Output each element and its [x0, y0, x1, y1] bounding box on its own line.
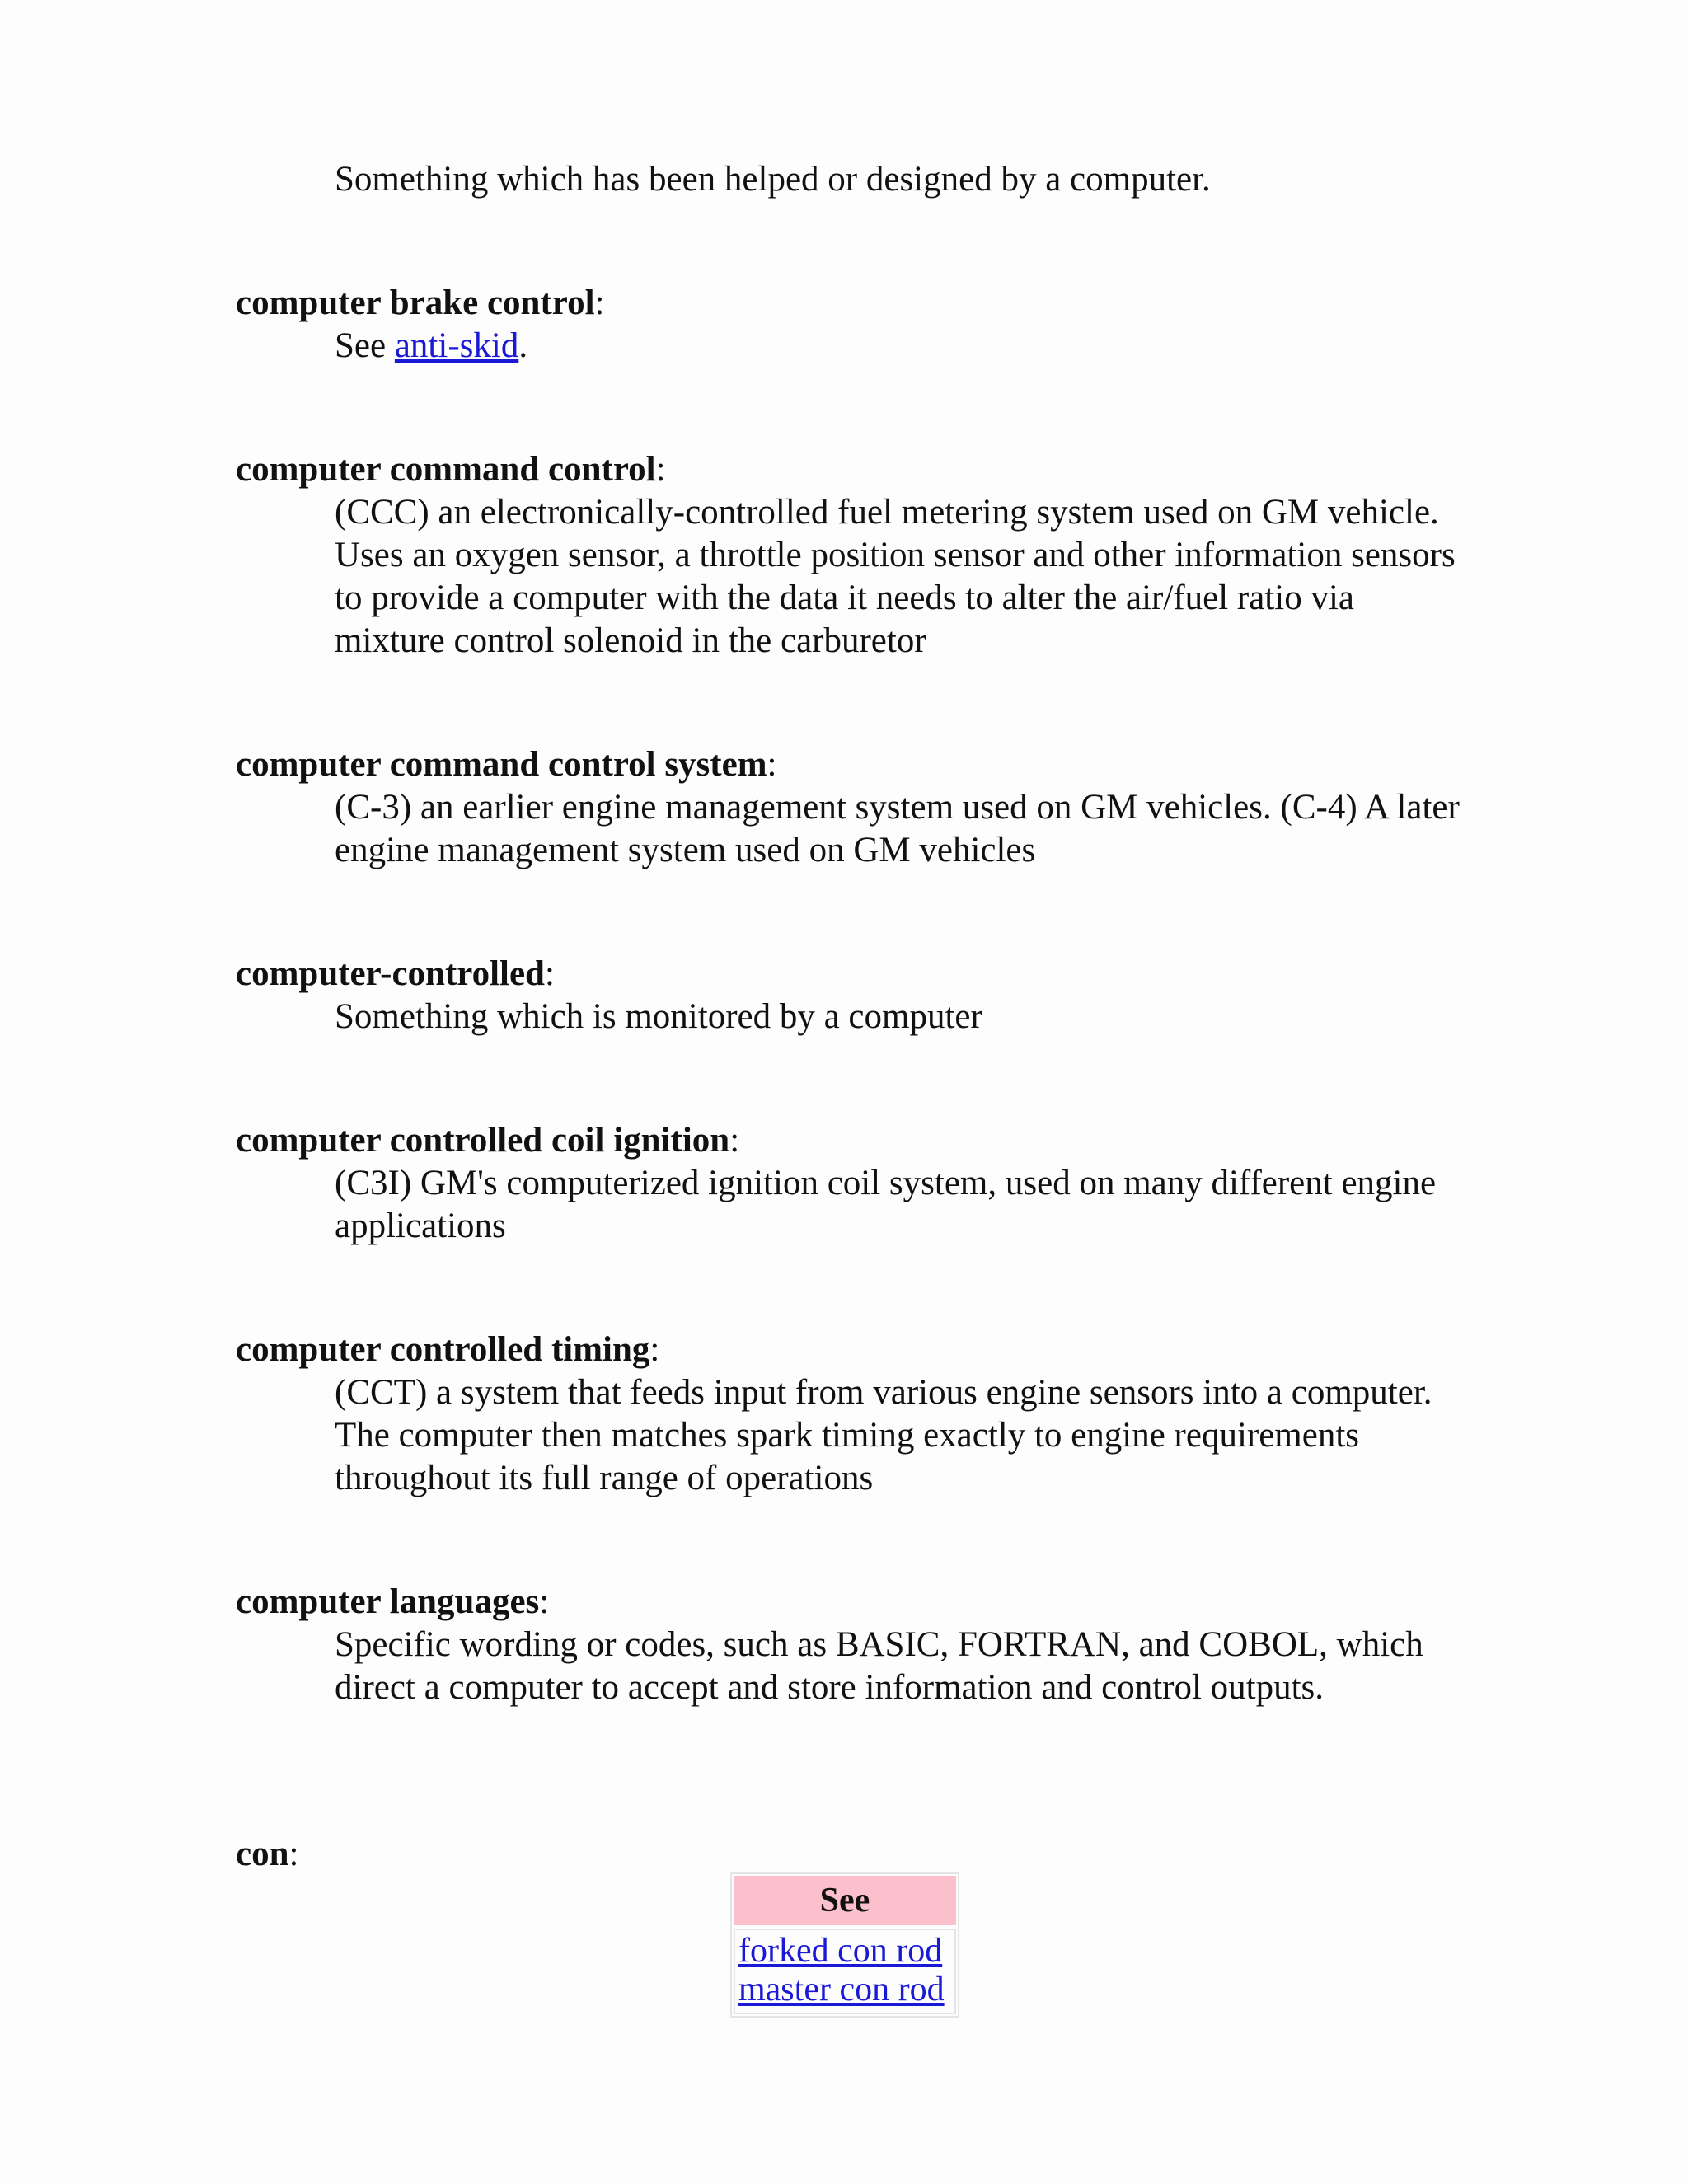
term-colon: :	[767, 745, 777, 784]
term-computer-controlled-timing	[236, 1329, 659, 1371]
term-label: computer brake control	[236, 284, 595, 322]
definition-suffix: .	[518, 326, 528, 365]
definition-text: Something which has been helped or designed by a computer.	[335, 160, 1211, 199]
term-computer-controlled-coil-ignition	[236, 1119, 739, 1162]
term-colon: :	[729, 1121, 740, 1160]
see-also-box	[730, 1872, 959, 2018]
definition-computer-command-control-system	[335, 786, 1472, 872]
definition-computer-controlled-coil-ignition	[335, 1162, 1472, 1248]
term-label: computer-controlled	[236, 954, 545, 993]
definition-text: (C-3) an earlier engine management system used on GM vehicles. (C-4) A later engine management system used on GM vehicles	[335, 788, 1460, 869]
definition-text: (C3I) GM's computerized ignition coil system, used on many different engine applications	[335, 1164, 1437, 1245]
term-computer-controlled	[236, 953, 555, 996]
term-computer-command-control	[236, 448, 666, 491]
term-label: computer controlled timing	[236, 1330, 650, 1369]
term-computer-languages	[236, 1581, 549, 1624]
term-computer-command-control-system	[236, 743, 776, 786]
term-label: con	[236, 1835, 289, 1873]
definition-computer-controlled-timing	[335, 1371, 1472, 1500]
definition-computer-aided	[335, 158, 1472, 201]
definition-text: (CCT) a system that feeds input from various engine sensors into a computer. The computer then matches spark timing exactly to engine requirements throughout its full range of operations	[335, 1373, 1432, 1497]
forked-con-rod-link[interactable]: forked con rod	[738, 1932, 943, 1970]
anti-skid-link[interactable]: anti-skid	[394, 326, 519, 365]
master-con-rod-link[interactable]: master con rod	[738, 1971, 945, 2008]
term-label: computer languages	[236, 1582, 540, 1621]
term-colon: :	[544, 954, 555, 993]
term-con	[236, 1833, 298, 1876]
term-label: computer controlled coil ignition	[236, 1121, 730, 1160]
term-colon: :	[288, 1835, 299, 1873]
term-colon: :	[594, 284, 605, 322]
term-label: computer command control system	[236, 745, 767, 784]
see-also-header: See	[734, 1876, 956, 1925]
definition-computer-controlled	[335, 996, 1472, 1038]
term-computer-brake-control	[236, 282, 604, 325]
definition-computer-command-control	[335, 491, 1472, 663]
term-colon: :	[655, 450, 666, 489]
definition-text: (CCC) an electronically-controlled fuel metering system used on GM vehicle. Uses an oxygen sensor, a throttle position sensor and other information sensors to provide a computer with the data it needs to alter the air/fuel ratio via mixture control solenoid in the carburetor	[335, 493, 1456, 660]
definition-computer-languages	[335, 1624, 1472, 1709]
term-colon: :	[649, 1330, 660, 1369]
definition-computer-brake-control	[335, 325, 1472, 368]
see-also-links	[734, 1929, 956, 2014]
definition-text: Specific wording or codes, such as BASIC, FORTRAN, and COBOL, which direct a computer to accept and store information and control outputs.	[335, 1625, 1423, 1707]
term-colon: :	[539, 1582, 550, 1621]
definition-prefix: See	[335, 326, 395, 365]
term-label: computer command control	[236, 450, 656, 489]
definition-text: Something which is monitored by a computer	[335, 997, 982, 1036]
